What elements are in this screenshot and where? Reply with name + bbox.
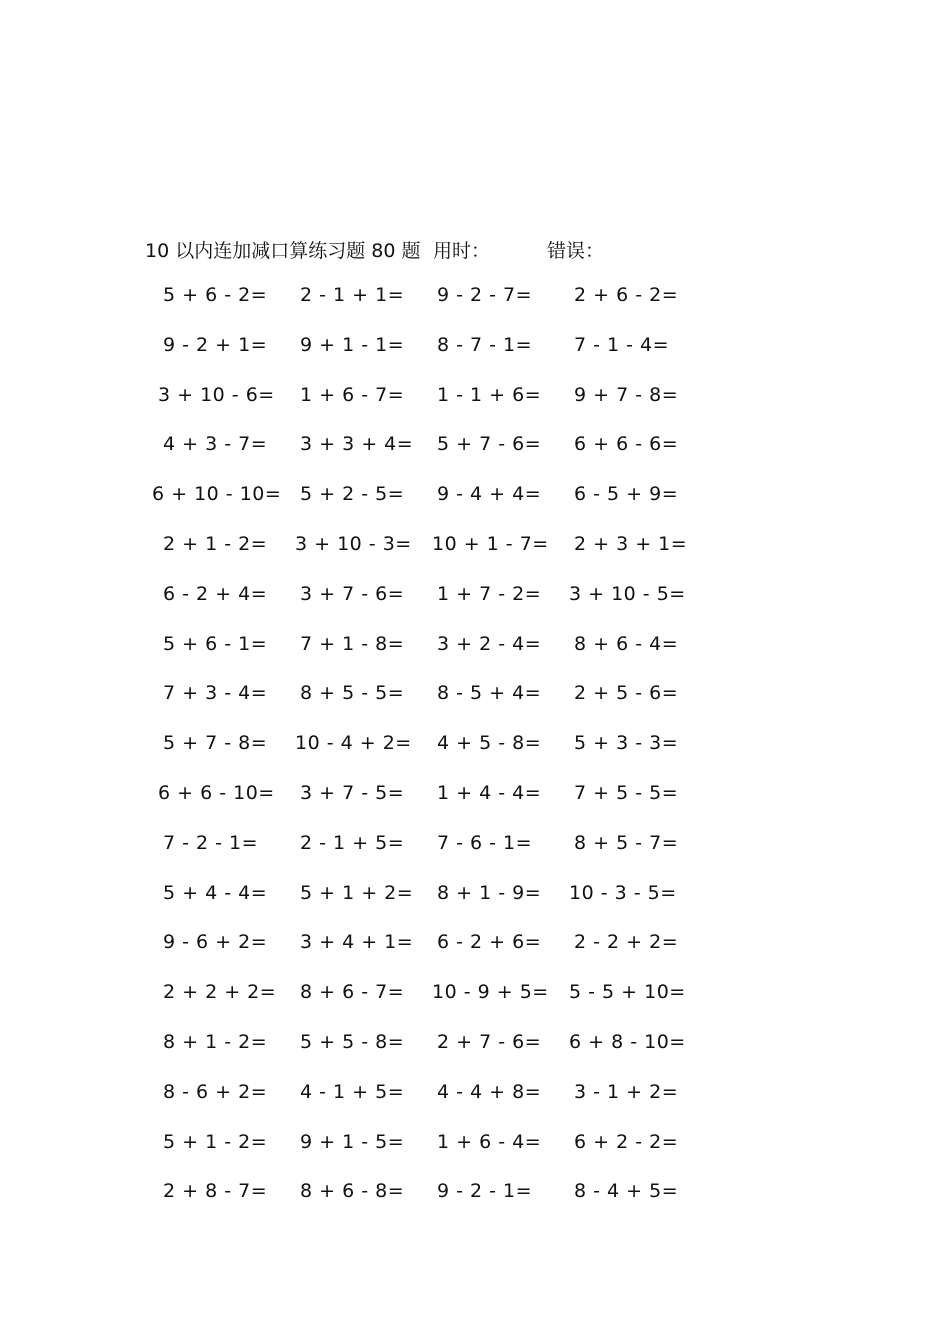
problem-row bbox=[148, 981, 708, 1031]
problem-item: 2 + 3 + 1= bbox=[574, 532, 688, 555]
problem-item: 10 - 3 - 5= bbox=[569, 881, 677, 904]
problem-row bbox=[148, 583, 708, 633]
problem-item: 8 + 1 - 2= bbox=[163, 1030, 268, 1053]
problem-item: 1 + 7 - 2= bbox=[437, 582, 542, 605]
problem-item: 7 + 5 - 5= bbox=[574, 781, 679, 804]
problem-item: 3 + 7 - 5= bbox=[300, 781, 405, 804]
problem-item: 3 + 3 + 4= bbox=[300, 433, 414, 456]
problem-item: 9 - 2 - 7= bbox=[437, 284, 533, 306]
problem-item: 2 + 6 - 2= bbox=[574, 284, 679, 306]
problem-item: 5 + 6 - 2= bbox=[163, 284, 268, 306]
problem-item: 7 - 2 - 1= bbox=[163, 831, 259, 854]
problem-item: 3 + 4 + 1= bbox=[300, 931, 414, 954]
problem-item: 3 + 10 - 5= bbox=[569, 582, 686, 605]
problem-item: 4 - 1 + 5= bbox=[300, 1080, 405, 1103]
problem-row bbox=[148, 832, 708, 882]
problem-item: 5 - 5 + 10= bbox=[569, 981, 686, 1004]
problem-item: 8 + 6 - 7= bbox=[300, 981, 405, 1004]
problem-item: 6 + 6 - 10= bbox=[158, 781, 275, 804]
problem-item: 3 + 10 - 6= bbox=[158, 383, 275, 406]
errors-label: 错误： bbox=[547, 240, 605, 262]
problem-item: 6 + 10 - 10= bbox=[152, 483, 282, 506]
worksheet-title: 10 以内连加减口算练习题 80 题 bbox=[145, 240, 421, 262]
problem-item: 2 + 7 - 6= bbox=[437, 1030, 542, 1053]
problem-item: 4 - 4 + 8= bbox=[437, 1080, 542, 1103]
problem-item: 6 - 5 + 9= bbox=[574, 483, 679, 506]
problem-row bbox=[148, 334, 708, 384]
problem-row bbox=[148, 1031, 708, 1081]
problem-item: 8 + 5 - 7= bbox=[574, 831, 679, 854]
problem-item: 9 - 2 + 1= bbox=[163, 333, 268, 356]
problem-item: 7 - 1 - 4= bbox=[574, 333, 670, 356]
problem-item: 2 - 2 + 2= bbox=[574, 931, 679, 954]
problem-item: 9 + 7 - 8= bbox=[574, 383, 679, 406]
problem-item: 8 + 6 - 8= bbox=[300, 1180, 405, 1203]
problem-row bbox=[148, 682, 708, 732]
problem-row bbox=[148, 1131, 708, 1181]
problem-item: 2 - 1 + 1= bbox=[300, 284, 405, 306]
problem-item: 3 + 7 - 6= bbox=[300, 582, 405, 605]
problem-item: 2 + 8 - 7= bbox=[163, 1180, 268, 1203]
problem-item: 3 - 1 + 2= bbox=[574, 1080, 679, 1103]
problem-item: 3 + 2 - 4= bbox=[437, 632, 542, 655]
problem-item: 8 - 5 + 4= bbox=[437, 682, 542, 705]
problem-item: 9 - 6 + 2= bbox=[163, 931, 268, 954]
problem-row bbox=[148, 483, 708, 533]
problem-item: 4 + 5 - 8= bbox=[437, 732, 542, 755]
problem-item: 1 + 6 - 7= bbox=[300, 383, 405, 406]
problem-item: 5 + 1 + 2= bbox=[300, 881, 414, 904]
problem-item: 6 - 2 + 4= bbox=[163, 582, 268, 605]
problem-item: 7 + 3 - 4= bbox=[163, 682, 268, 705]
problem-item: 8 + 1 - 9= bbox=[437, 881, 542, 904]
problem-row bbox=[148, 1081, 708, 1131]
problem-item: 5 + 3 - 3= bbox=[574, 732, 679, 755]
problem-row bbox=[148, 633, 708, 683]
problem-item: 10 - 4 + 2= bbox=[295, 732, 412, 755]
problem-item: 6 + 2 - 2= bbox=[574, 1130, 679, 1153]
problem-item: 5 + 2 - 5= bbox=[300, 483, 405, 506]
problem-item: 2 - 1 + 5= bbox=[300, 831, 405, 854]
problem-item: 3 + 10 - 3= bbox=[295, 532, 412, 555]
problem-item: 8 - 7 - 1= bbox=[437, 333, 533, 356]
problem-row bbox=[148, 882, 708, 932]
problem-item: 2 + 1 - 2= bbox=[163, 532, 268, 555]
problem-item: 4 + 3 - 7= bbox=[163, 433, 268, 456]
problem-item: 6 - 2 + 6= bbox=[437, 931, 542, 954]
problem-item: 2 + 5 - 6= bbox=[574, 682, 679, 705]
problem-item: 2 + 2 + 2= bbox=[163, 981, 277, 1004]
problem-item: 8 + 5 - 5= bbox=[300, 682, 405, 705]
problem-row bbox=[148, 931, 708, 981]
problem-item: 5 + 5 - 8= bbox=[300, 1030, 405, 1053]
problem-item: 6 + 6 - 6= bbox=[574, 433, 679, 456]
problem-item: 1 + 6 - 4= bbox=[437, 1130, 542, 1153]
problem-item: 1 - 1 + 6= bbox=[437, 383, 542, 406]
problem-row bbox=[148, 433, 708, 483]
problem-item: 5 + 6 - 1= bbox=[163, 632, 268, 655]
problem-item: 8 - 4 + 5= bbox=[574, 1180, 679, 1203]
problem-item: 7 + 1 - 8= bbox=[300, 632, 405, 655]
problem-grid bbox=[148, 284, 708, 1230]
problem-row bbox=[148, 284, 708, 334]
problem-item: 5 + 7 - 6= bbox=[437, 433, 542, 456]
problem-row bbox=[148, 732, 708, 782]
problem-row bbox=[148, 1180, 708, 1230]
problem-row bbox=[148, 533, 708, 583]
problem-item: 8 - 6 + 2= bbox=[163, 1080, 268, 1103]
problem-item: 10 + 1 - 7= bbox=[432, 532, 549, 555]
problem-item: 5 + 4 - 4= bbox=[163, 881, 268, 904]
problem-item: 5 + 1 - 2= bbox=[163, 1130, 268, 1153]
problem-item: 7 - 6 - 1= bbox=[437, 831, 533, 854]
problem-item: 8 + 6 - 4= bbox=[574, 632, 679, 655]
time-label: 用时： bbox=[433, 240, 491, 262]
problem-item: 10 - 9 + 5= bbox=[432, 981, 549, 1004]
problem-item: 9 - 4 + 4= bbox=[437, 483, 542, 506]
problem-item: 9 + 1 - 5= bbox=[300, 1130, 405, 1153]
problem-item: 1 + 4 - 4= bbox=[437, 781, 542, 804]
problem-item: 5 + 7 - 8= bbox=[163, 732, 268, 755]
problem-row bbox=[148, 384, 708, 434]
problem-row bbox=[148, 782, 708, 832]
problem-item: 9 - 2 - 1= bbox=[437, 1180, 533, 1203]
problem-item: 9 + 1 - 1= bbox=[300, 333, 405, 356]
problem-item: 6 + 8 - 10= bbox=[569, 1030, 686, 1053]
